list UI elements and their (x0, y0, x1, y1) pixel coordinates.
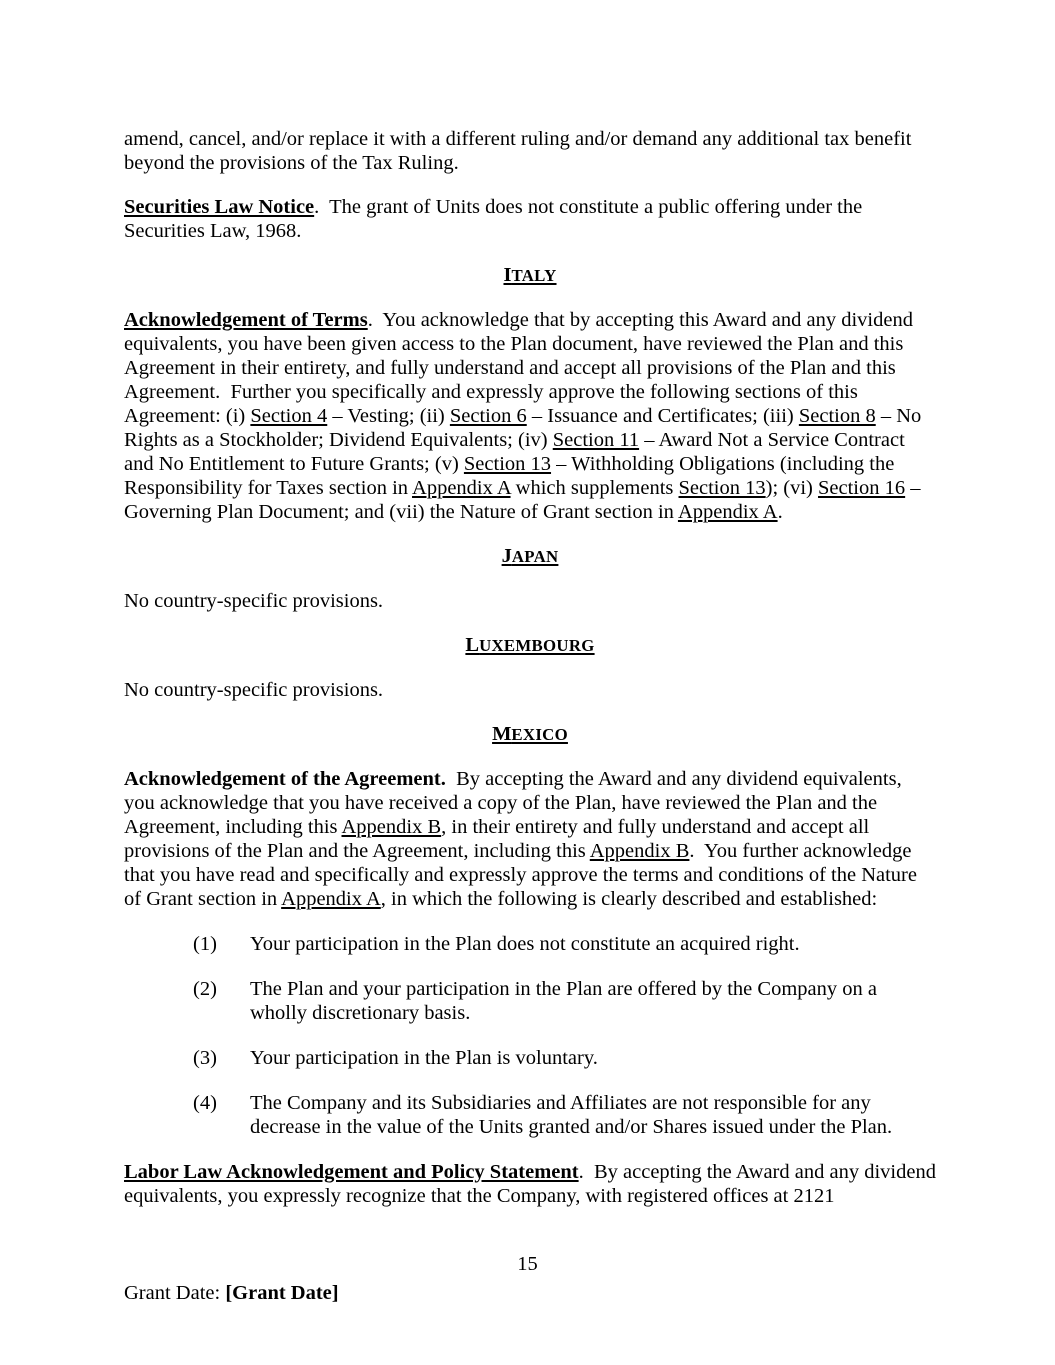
text-run: Acknowledgement of the Agreement. (124, 768, 446, 790)
text-run: . By accepting the Award and any dividend equivalents, you expressly recognize that the Company, with registered offices at 2121 (124, 1161, 942, 1207)
text-run: Acknowledgement of Terms (124, 309, 368, 331)
list-item-text (250, 977, 930, 1025)
text-run: No country-specific provisions. (124, 679, 384, 701)
page-number: 15 (517, 1253, 538, 1275)
text-run: , in their entirety and fully understand and accept all provisions of the Plan and the Agreement, including this (124, 816, 875, 862)
section-heading-text: ITALY (503, 264, 557, 286)
paragraph (124, 1160, 942, 1208)
text-run: Securities Law Notice (124, 196, 315, 218)
text-run: Section 4 (250, 405, 328, 427)
section-heading-italy (124, 263, 936, 288)
text-run: Section 11 (552, 429, 640, 451)
text-run: Section 13 (678, 477, 766, 499)
list-item-number: (1) (193, 933, 217, 955)
text-run: – Vesting; (ii) (327, 405, 450, 427)
list-item-number: (3) (193, 1047, 217, 1069)
list-item (193, 977, 936, 1025)
text-run: No country-specific provisions. (124, 590, 384, 612)
text-run: – Award Not a Service Contract and No Entitlement to Future Grants; (v) (124, 429, 910, 475)
section-heading-text: LUXEMBOURG (465, 634, 595, 656)
paragraph (124, 589, 936, 613)
text-run: The Plan and your participation in the Plan are offered by the Company on a wholly discretionary basis. (250, 978, 883, 1024)
text-run: Your participation in the Plan is voluntary. (250, 1047, 598, 1069)
text-run: Section 6 (449, 405, 527, 427)
section-heading-text: MEXICO (492, 723, 568, 745)
grant-date-footer (124, 1281, 339, 1305)
text-run: The Company and its Subsidiaries and Affiliates are not responsible for any decrease in the value of the Units granted and/or Shares issued under the Plan. (250, 1092, 893, 1138)
paragraph (124, 767, 936, 911)
text-run: – Governing Plan Document; and (vii) the Nature of Grant section in (124, 477, 926, 523)
text-run: Appendix B (589, 840, 690, 862)
section-heading-luxembourg (124, 633, 936, 658)
section-heading-mexico (124, 722, 936, 747)
text-run: – Withholding Obligations (including the Responsibility for Taxes section in (124, 453, 900, 499)
text-run: Appendix A (281, 888, 381, 910)
paragraph (124, 195, 936, 243)
text-run: . You further acknowledge that you have read and specifically and expressly approve the terms and conditions of the Nature of Grant section in (124, 840, 923, 910)
text-run: . (777, 501, 783, 523)
text-run: – Issuance and Certificates; (iii) (526, 405, 799, 427)
list-item (193, 1046, 936, 1070)
text-run: . You acknowledge that by accepting this Award and any dividend equivalents, you have been given access to the Plan document, have reviewed the Plan and this Agreement in their entirety, and fully understand and accept all provisions of the Plan and this Agreement. Further you specifically and expressly approve the following sections of this Agreement: (i) (124, 309, 919, 427)
paragraph (124, 678, 936, 702)
list-item-text (250, 1046, 930, 1070)
text-run: . The grant of Units does not constitute a public offering under the Securities Law, 1968. (124, 196, 868, 242)
list-item-number: (4) (193, 1092, 217, 1114)
grant-date-label: Grant Date: (124, 1282, 226, 1304)
paragraph (124, 308, 936, 524)
text-run: Labor Law Acknowledgement and Policy Statement (124, 1161, 579, 1183)
section-heading-japan (124, 544, 936, 569)
text-run: Section 13 (463, 453, 552, 475)
text-run: Appendix B (341, 816, 442, 838)
list-item-text (250, 932, 930, 956)
list-item (193, 932, 936, 956)
text-run: Your participation in the Plan does not constitute an acquired right. (250, 933, 800, 955)
text-run: amend, cancel, and/or replace it with a different ruling and/or demand any additional tax benefit beyond the provisions of the Tax Ruling. (124, 128, 917, 174)
list-item-text (250, 1091, 930, 1139)
text-run: ); (vi) (765, 477, 819, 499)
grant-date-value: [Grant Date] (225, 1282, 339, 1304)
section-heading-text: JAPAN (501, 545, 559, 567)
list-item-number: (2) (193, 978, 217, 1000)
text-run: Section 16 (818, 477, 906, 499)
text-run: – No Rights as a Stockholder; Dividend Equivalents; (iv) (124, 405, 927, 451)
text-run: , in which the following is clearly described and established: (380, 888, 878, 910)
text-run: which supplements (510, 477, 679, 499)
list-item (193, 1091, 936, 1139)
document-body (124, 127, 942, 1228)
text-run: Section 8 (798, 405, 876, 427)
text-run: By accepting the Award and any dividend equivalents, you acknowledge that you have received a copy of the Plan, have reviewed the Plan and the Agreement, including this (124, 768, 907, 838)
paragraph (124, 127, 936, 175)
text-run: Appendix A (677, 501, 778, 523)
text-run: Appendix A (412, 477, 511, 499)
